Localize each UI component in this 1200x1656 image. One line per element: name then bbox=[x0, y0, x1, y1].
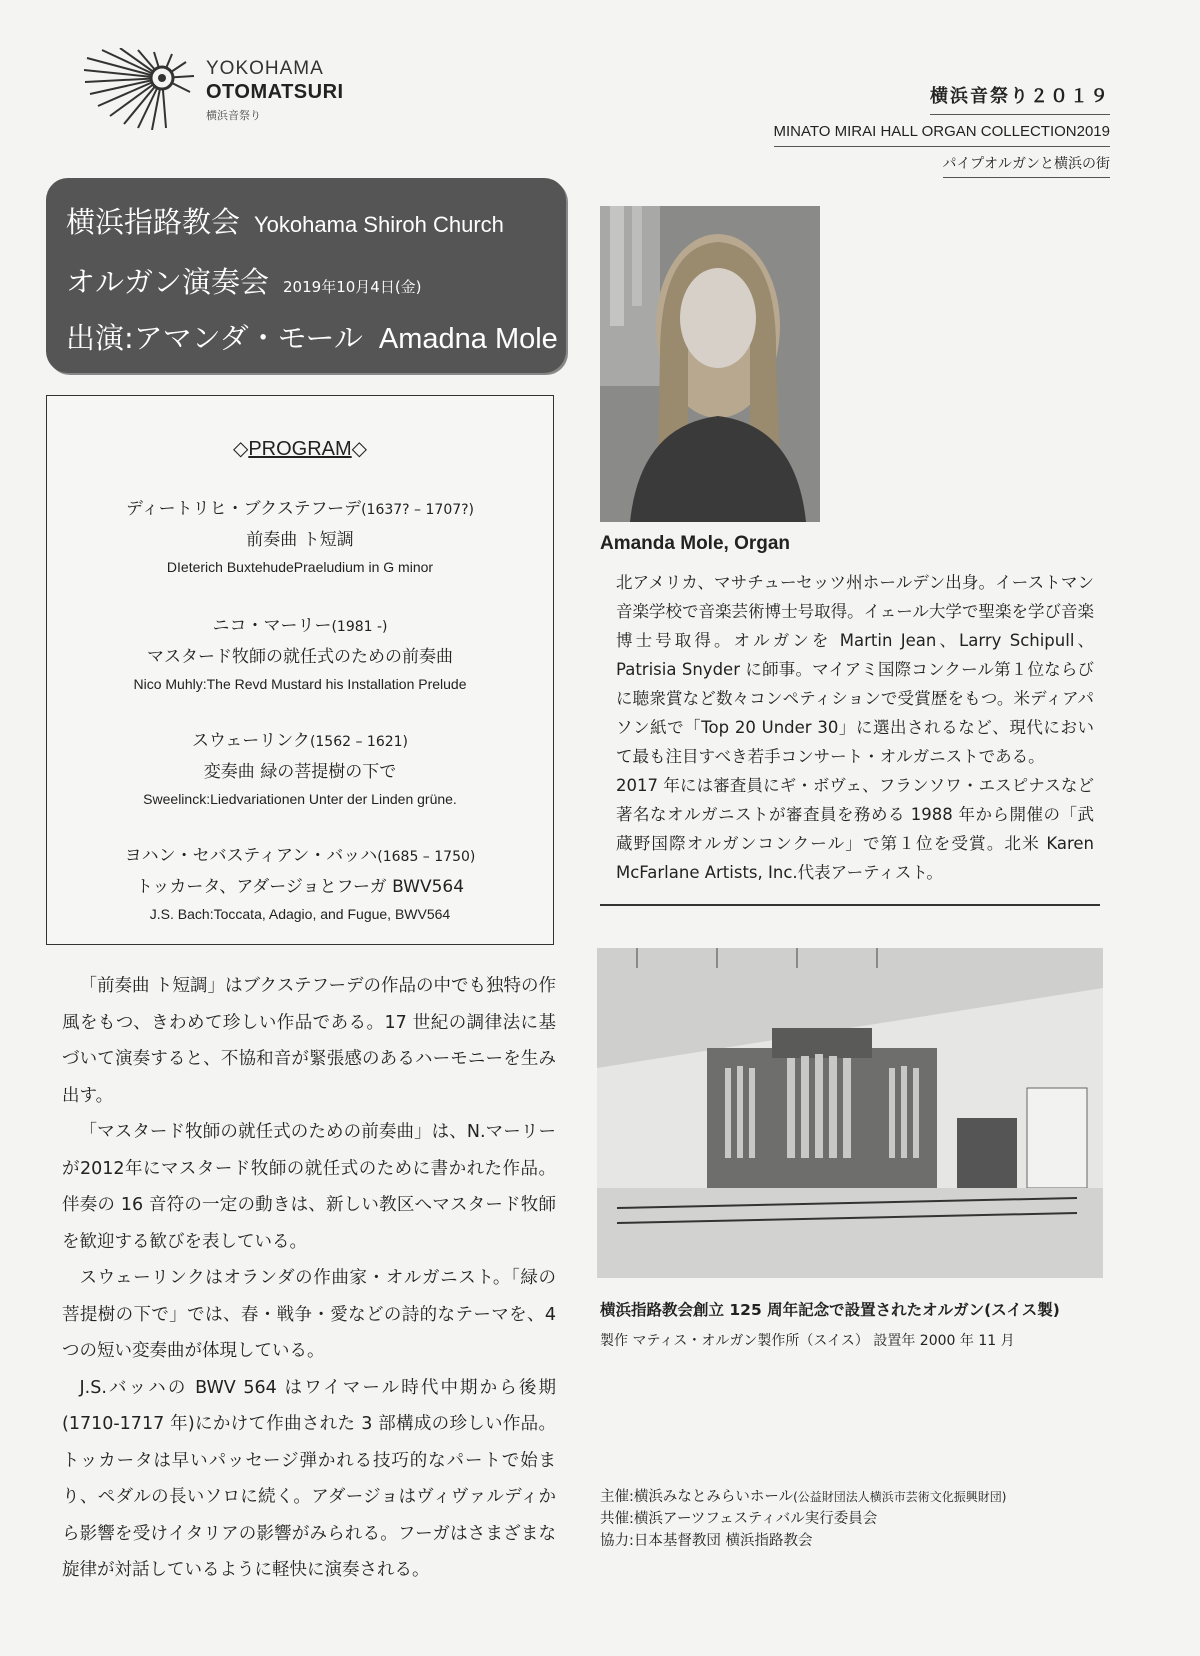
performer-bio bbox=[616, 568, 1094, 887]
piece-composer: ヨハン・セバスティアン・バッハ bbox=[124, 846, 378, 866]
note-paragraph: スウェーリンクはオランダの作曲家・オルガニスト。「緑の菩提樹の下で」では、春・戦争・愛などの詩的なテーマを、4 つの短い変奏曲が体現している。 bbox=[62, 1268, 556, 1361]
note-paragraph: 「前奏曲 ト短調」はブクステフーデの作品の中でも独特の作風をもつ、きわめて珍しい作品である。17 世紀の調律法に基づいて演奏すると、不協和音が緊張感のあるハーモニーを生み出す。 bbox=[62, 976, 556, 1106]
piece-english: Nico Muhly:The Revd Mustard his Installation Prelude bbox=[133, 676, 467, 692]
organ-photo bbox=[597, 948, 1103, 1278]
piece-years: (1637? – 1707?) bbox=[361, 502, 475, 518]
program-title: PROGRAM bbox=[248, 438, 352, 460]
tagline: パイプオルガンと横浜の街 bbox=[943, 153, 1110, 178]
program-notes bbox=[62, 968, 556, 1589]
venue-en: Yokohama Shiroh Church bbox=[254, 212, 504, 237]
venue-ja: 横浜指路教会 bbox=[66, 205, 241, 239]
program-piece bbox=[47, 611, 553, 692]
performer-portrait bbox=[600, 206, 820, 522]
event-date: 2019年10月4日(金) bbox=[283, 278, 422, 296]
bio-paragraph: 北アメリカ、マサチューセッツ州ホールデン出身。イーストマン音楽学校で音楽芸術博士号取得。イェール大学で聖楽を学び音楽博士号取得。オルガンを Martin Jean、Larry Schipull、Patrisia Snyder に師事。マイアミ国際コンクール第１位ならびに聴衆賞など数々コンペティションで受賞歴をもつ。米ディアパソン紙で「Top 20 Under 30」に選出されるなど、現代において最も注目すべき若手コンサート・オルガニストである。 bbox=[616, 573, 1094, 766]
portrait-photo-icon bbox=[600, 206, 820, 522]
header bbox=[670, 82, 1110, 178]
organ-details: 製作 マティス・オルガン製作所（スイス） 設置年 2000 年 11 月 bbox=[600, 1333, 1015, 1349]
logo-line-3: 横浜音祭り bbox=[206, 109, 261, 122]
program-piece bbox=[47, 726, 553, 807]
diamond-right: ◇ bbox=[351, 436, 368, 460]
piece-composer: ニコ・マーリー bbox=[212, 616, 332, 636]
piece-composer: ディートリヒ・ブクステフーデ bbox=[125, 499, 362, 519]
piece-composer: スウェーリンク bbox=[191, 731, 310, 751]
piece-title: トッカータ、アダージョとフーガ BWV564 bbox=[135, 877, 465, 897]
piece-years: (1981 -) bbox=[331, 619, 388, 635]
event-title-box bbox=[46, 178, 566, 373]
piece-title: 変奏曲 緑の菩提樹の下で bbox=[203, 762, 397, 782]
note-paragraph: 「マスタード牧師の就任式のための前奏曲」は、N.マーリーが2012年にマスタード牧師の就任式のために書かれた作品。伴奏の 16 音符の一定の動きは、新しい教区へマスタード牧師を歓迎する歓びを表している。 bbox=[62, 1122, 556, 1252]
performer-ja: 出演:アマンダ・モール bbox=[66, 321, 363, 355]
piece-english: J.S. Bach:Toccata, Adagio, and Fugue, BWV564 bbox=[149, 906, 451, 922]
diamond-left: ◇ bbox=[232, 436, 249, 460]
divider bbox=[600, 904, 1100, 906]
logo-line-1: YOKOHAMA bbox=[206, 58, 324, 79]
piece-english: Sweelinck:Liedvariationen Unter der Linden grüne. bbox=[143, 791, 457, 807]
program-heading bbox=[47, 436, 553, 461]
bio-paragraph: 2017 年には審査員にギ・ボヴェ、フランソワ・エスピナスなど著名なオルガニストが審査員を務める 1988 年から開催の「武蔵野国際オルガンコンクール」で第１位を受賞。北米 Karen McFarlane Artists, Inc.代表アーティスト。 bbox=[616, 776, 1094, 882]
performer-en: Amadna Mole bbox=[378, 323, 558, 355]
event-ja: オルガン演奏会 bbox=[66, 265, 270, 299]
credit-support: 協力:日本基督教団 横浜指路教会 bbox=[600, 1533, 813, 1549]
program-box bbox=[46, 395, 554, 945]
collection-subtitle: MINATO MIRAI HALL ORGAN COLLECTION2019 bbox=[774, 123, 1110, 147]
credit-cohost: 共催:横浜アーツフェスティバル実行委員会 bbox=[600, 1511, 878, 1527]
logo-line-2: OTOMATSURI bbox=[206, 81, 344, 103]
festival-title: 横浜音祭り２０１９ bbox=[930, 82, 1110, 115]
credit-host-note: (公益財団法人横浜市芸術文化振興財団) bbox=[793, 1490, 1007, 1504]
piece-years: (1562 – 1621) bbox=[309, 734, 409, 750]
piece-title: 前奏曲 ト短調 bbox=[246, 530, 354, 550]
piece-english: DIeterich BuxtehudePraeludium in G minor bbox=[166, 559, 434, 575]
otomatsuri-logo bbox=[82, 48, 362, 130]
portrait-caption: Amanda Mole, Organ bbox=[600, 533, 791, 554]
sunburst-logo-icon bbox=[82, 48, 202, 130]
credits bbox=[600, 1486, 1006, 1552]
organ-caption: 横浜指路教会創立 125 周年記念で設置されたオルガン(スイス製) bbox=[600, 1301, 1060, 1319]
piece-years: (1685 – 1750) bbox=[377, 849, 476, 865]
note-paragraph: J.S.バッハの BWV 564 はワイマール時代中期から後期(1710-1717 年)にかけて作曲された 3 部構成の珍しい作品。トッカータは早いパッセージ弾かれる技巧的なパートで始まり、ペダルの長いソロに続く。アダージョはヴィヴァルディから影響を受けイタリアの影響がみられる。フーガはさまざまな旋律が対話しているように軽快に演奏される。 bbox=[62, 1377, 556, 1580]
program-piece bbox=[47, 841, 553, 922]
program-piece bbox=[47, 494, 553, 575]
pipe-organ-photo-icon bbox=[597, 948, 1103, 1278]
piece-title: マスタード牧師の就任式のための前奏曲 bbox=[147, 647, 453, 667]
credit-host: 主催:横浜みなとみらいホール bbox=[600, 1489, 794, 1505]
